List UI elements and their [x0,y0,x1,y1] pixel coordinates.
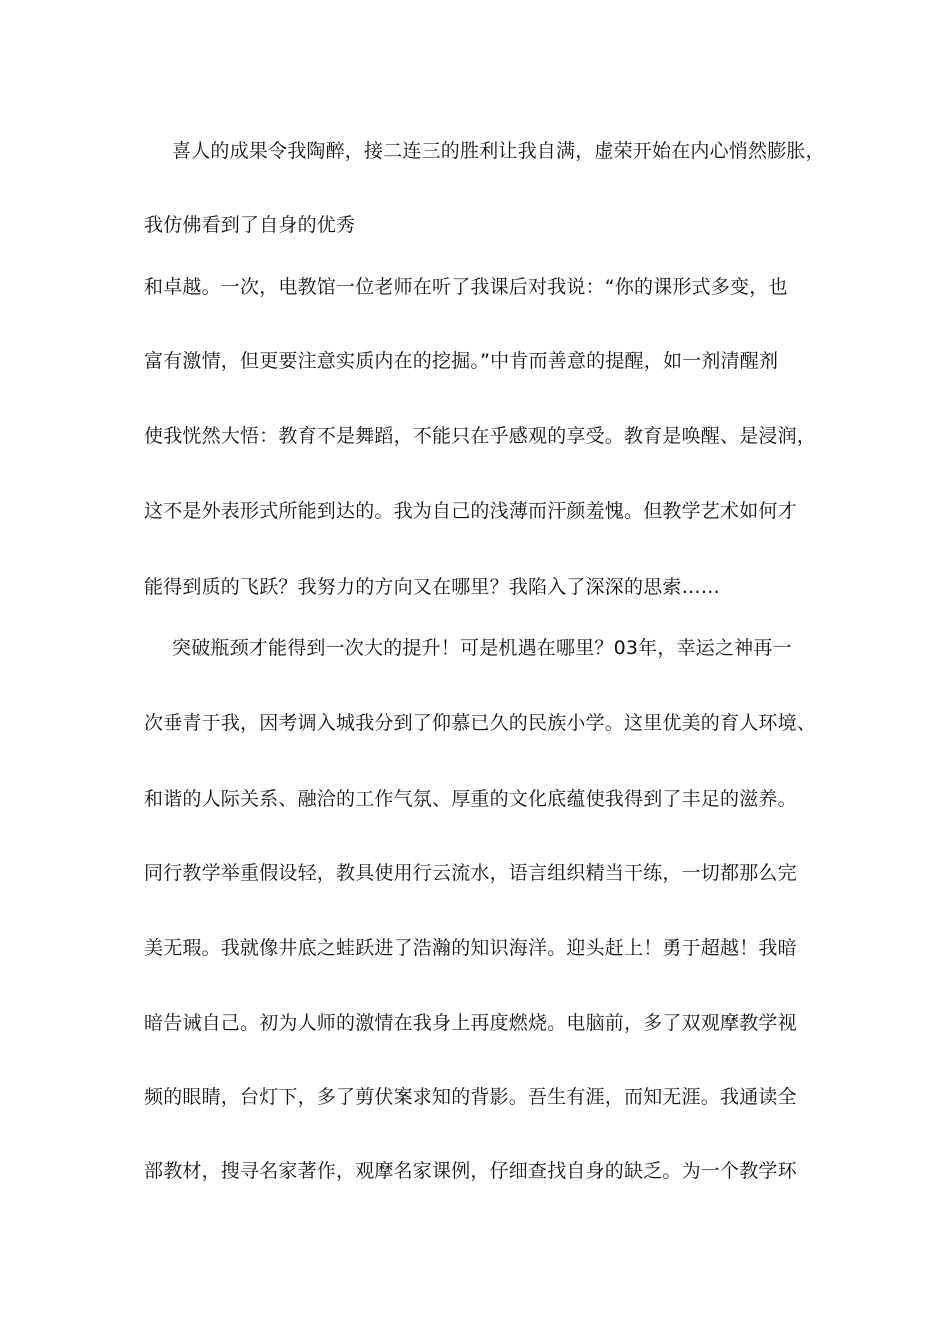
paragraph-3-line-5: 美无瑕。我就像井底之蛙跃进了浩瀚的知识海洋。迎头赶上！勇于超越！我暗 [144,937,797,959]
paragraph-2-line-1: 和卓越。一次，电教馆一位老师在听了我课后对我说：“你的课形式多变，也 [144,276,788,298]
paragraph-2-line-2: 富有激情，但更要注意实质内在的挖掘。”中肯而善意的提醒，如一剂清醒剂 [144,350,779,372]
paragraph-3-line-8: 部教材，搜寻名家著作，观摩名家课例，仔细查找自身的缺乏。为一个教学环 [144,1160,797,1182]
paragraph-2-line-4: 这不是外表形式所能到达的。我为自己的浅薄而汗颜羞愧。但教学艺术如何才 [144,500,797,522]
paragraph-3-line-7: 频的眼睛，台灯下，多了剪伏案求知的背影。吾生有涯，而知无涯。我通读全 [144,1086,797,1108]
paragraph-3-line-3: 和谐的人际关系、融洽的工作气氛、厚重的文化底蕴使我得到了丰足的滋养。 [144,788,797,810]
paragraph-3-line-6: 暗告诫自己。初为人师的激情在我身上再度燃烧。电脑前，多了双观摩教学视 [144,1012,797,1034]
paragraph-3-line-4: 同行教学举重假设轻，教具使用行云流水，语言组织精当干练，一切都那么完 [144,862,797,884]
paragraph-1-line-2: 我仿佛看到了自身的优秀 [144,214,356,236]
paragraph-3-line-2: 次垂青于我，因考调入城我分到了仰慕已久的民族小学。这里优美的育人环境、 [144,712,817,734]
paragraph-2-line-5: 能得到质的飞跃？我努力的方向又在哪里？我陷入了深深的思索…… [144,576,721,598]
paragraph-3-line-1: 突破瓶颈才能得到一次大的提升！可是机遇在哪里？03年，幸运之神再一 [172,637,792,659]
paragraph-2-line-3: 使我恍然大悟：教育不是舞蹈，不能只在乎感观的享受。教育是唤醒、是浸润， [144,425,817,447]
paragraph-1-line-1: 喜人的成果令我陶醉，接二连三的胜利让我自满，虚荣开始在内心悄然膨胀， [172,140,825,162]
